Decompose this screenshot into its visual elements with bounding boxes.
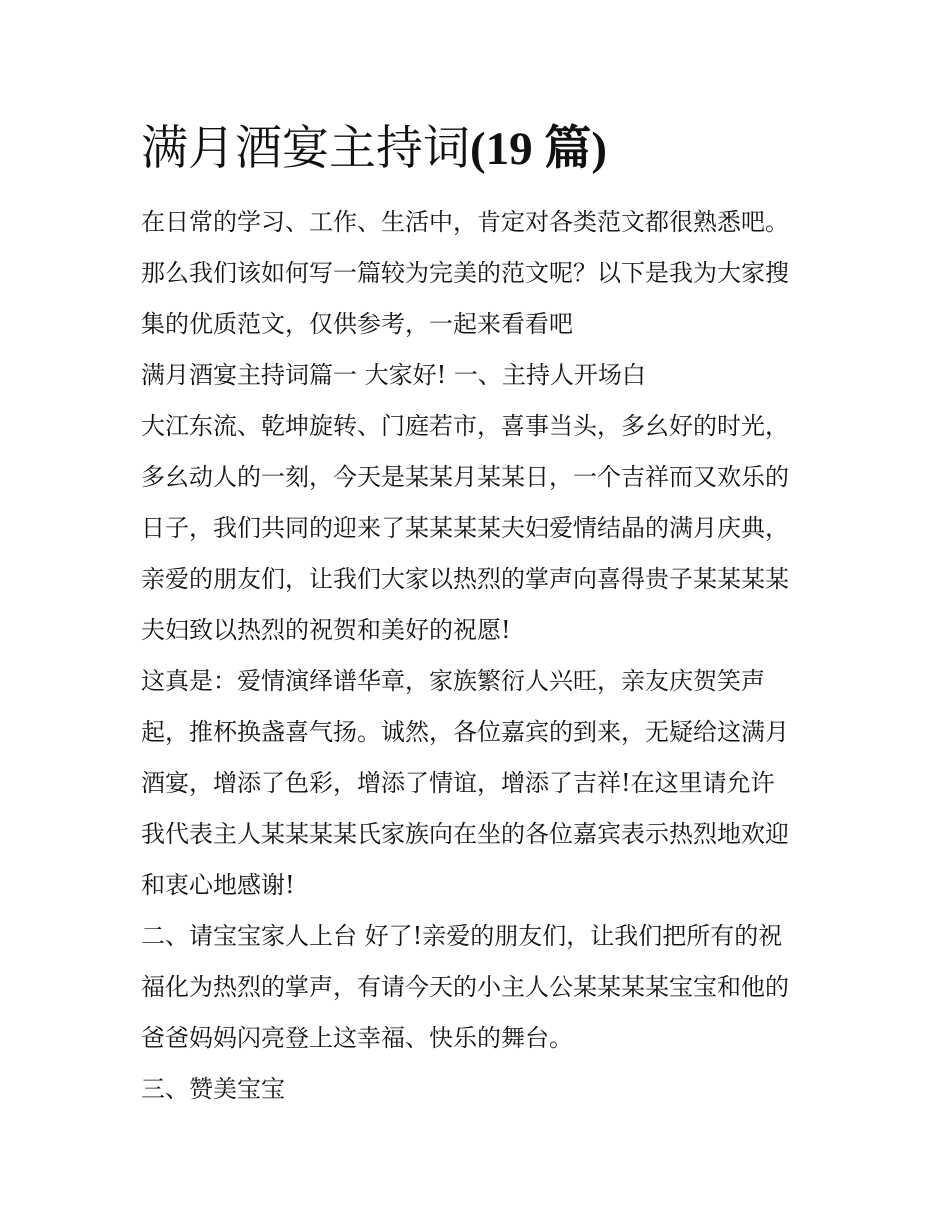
text-line: 我代表主人某某某某氏家族向在坐的各位嘉宾表示热烈地欢迎 (141, 820, 789, 848)
section-heading-line: 二、请宝宝家人上台 好了!亲爱的朋友们，让我们把所有的祝 (141, 922, 783, 950)
text-line: 日子，我们共同的迎来了某某某某夫妇爱情结晶的满月庆典， (141, 514, 789, 542)
text-line: 爸爸妈妈闪亮登上这幸福、快乐的舞台。 (141, 1024, 573, 1052)
text-line: 夫妇致以热烈的祝贺和美好的祝愿! (141, 616, 511, 644)
text-line: 那么我们该如何写一篇较为完美的范文呢？以下是我为大家搜 (141, 259, 789, 287)
text-line: 亲爱的朋友们，让我们大家以热烈的掌声向喜得贵子某某某某 (141, 565, 789, 593)
text-line: 起，推杯换盏喜气扬。诚然，各位嘉宾的到来，无疑给这满月 (141, 718, 789, 746)
section-heading-line: 三、赞美宝宝 (141, 1075, 285, 1103)
text-line: 集的优质范文，仅供参考，一起来看看吧 (141, 310, 573, 338)
text-line: 大江东流、乾坤旋转、门庭若市，喜事当头，多幺好的时光， (141, 412, 789, 440)
text-line: 酒宴，增添了色彩，增添了情谊，增添了吉祥!在这里请允许 (141, 769, 775, 797)
text-line: 多幺动人的一刻，今天是某某月某某日，一个吉祥而又欢乐的 (141, 463, 789, 491)
page-title (141, 118, 607, 180)
text-line: 福化为热烈的掌声，有请今天的小主人公某某某某宝宝和他的 (141, 973, 789, 1001)
section-heading-line: 满月酒宴主持词篇一 大家好! 一、主持人开场白 (141, 361, 646, 389)
document-body (141, 197, 821, 1115)
text-line: 和衷心地感谢! (141, 871, 295, 899)
text-line: 在日常的学习、工作、生活中，肯定对各类范文都很熟悉吧。 (141, 208, 789, 236)
text-line: 这真是：爱情演绎谱华章，家族繁衍人兴旺，亲友庆贺笑声 (141, 667, 765, 695)
title-suffix: (19 篇) (470, 123, 608, 175)
title-main: 满月酒宴主持词 (141, 121, 470, 176)
